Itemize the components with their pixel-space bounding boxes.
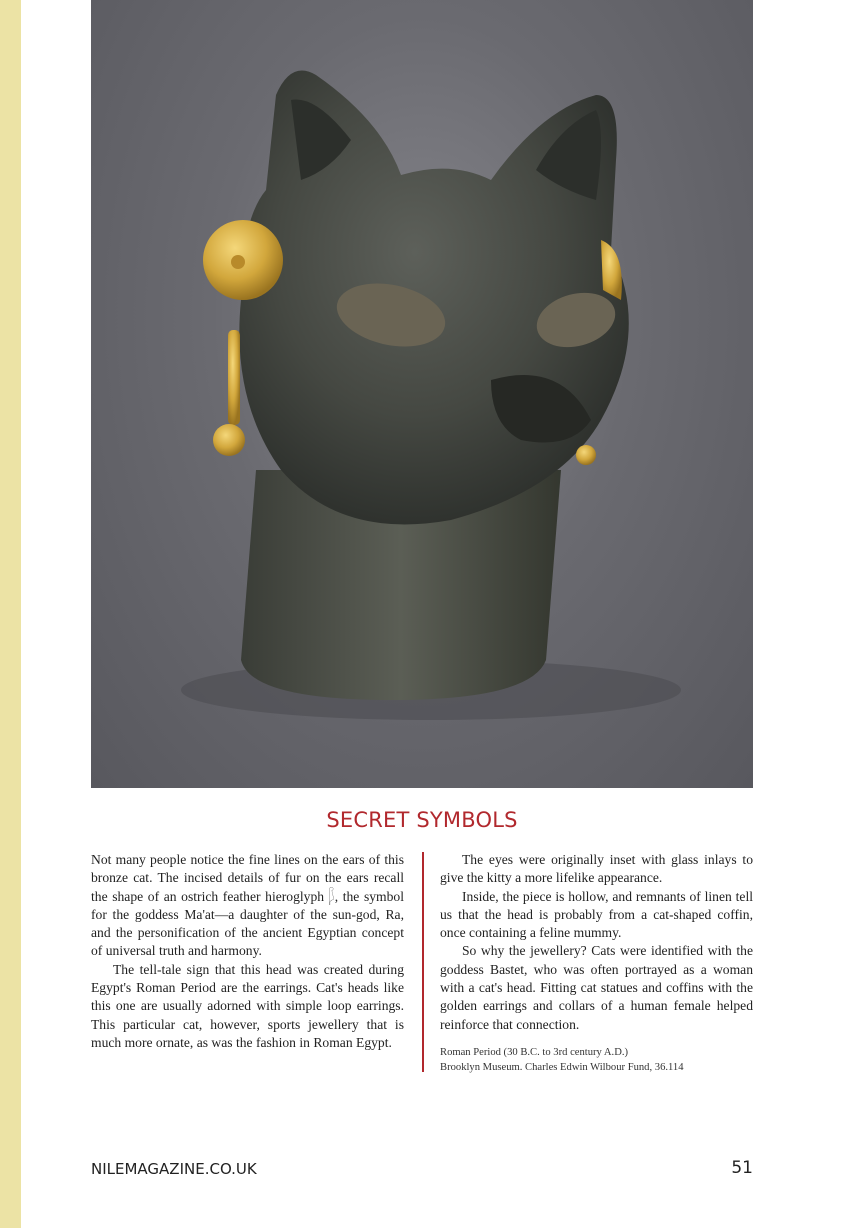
footer-site-link[interactable]: NILEMAGAZINE.CO.UK (91, 1160, 257, 1178)
credit-museum: Brooklyn Museum. Charles Edwin Wilbour Fund, 36.114 (440, 1061, 684, 1073)
right-paragraph-3: So why the jewellery? Cats were identified with the goddess Bastet, who was often portrayed as a woman with a cat's head. Fitting cat statues and coffins with the golden earrings and collars of a human female helped reinforce that connection. (440, 943, 753, 1032)
cat-head-photo (91, 0, 753, 788)
right-paragraph-2: Inside, the piece is hollow, and remnants of linen tell us that the head is probably from a cat-shaped coffin, once containing a feline mummy. (440, 888, 753, 941)
left-paragraph-2: The tell-tale sign that this head was created during Egypt's Roman Period are the earrings. Cat's heads like this one are usually adorned with simple loop earrings. This particular cat, however, sports jewellery that is much more ornate, as was the fashion in Roman Egypt. (91, 961, 404, 1050)
right-paragraph-1: The eyes were originally inset with glass inlays to give the kitty a more lifelike appearance. (440, 852, 753, 886)
left-paragraph-1: Not many people notice the fine lines on the ears of this bronze cat. The incised details of fur on the ears recall the shape of an ostrich feather hieroglyph 𓆄, the symbol for the goddess Ma'at—a daughter of the sun-god, Ra, and the personification of the ancient Egyptian concept of universal truth and harmony. (91, 852, 404, 959)
left-column (91, 851, 404, 1052)
section-title: SECRET SYMBOLS (326, 808, 518, 832)
photo-credit (440, 1045, 753, 1075)
column-divider (422, 852, 424, 1072)
cat-head-illustration (91, 0, 753, 788)
right-column (440, 851, 753, 1075)
side-stripe (0, 0, 21, 1228)
credit-period: Roman Period (30 B.C. to 3rd century A.D.) (440, 1046, 629, 1058)
page-number: 51 (731, 1158, 753, 1178)
